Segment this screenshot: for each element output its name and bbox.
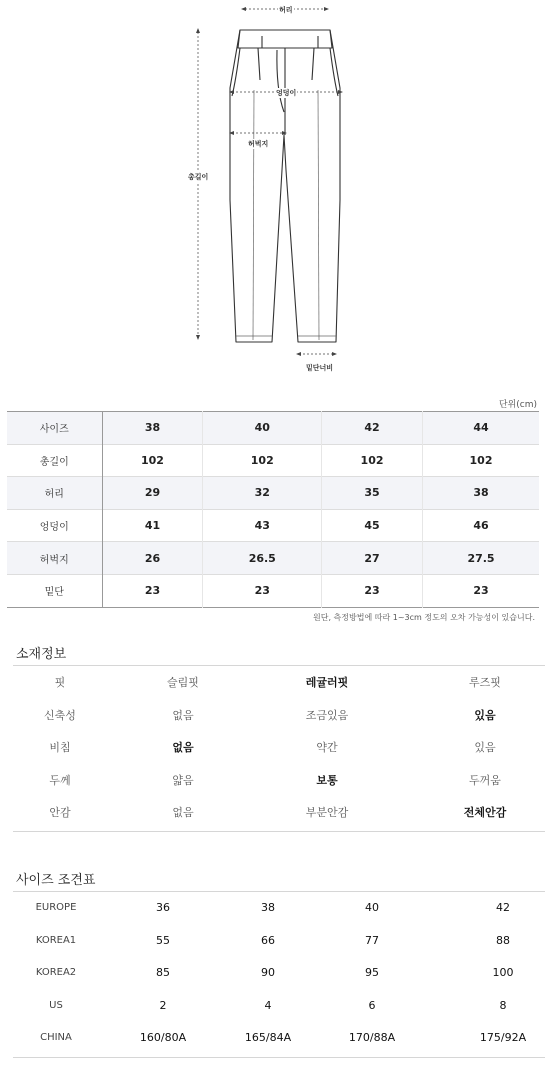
material-info-label: 핏 — [54, 676, 66, 689]
size-table-cell: 32 — [203, 477, 322, 510]
material-option: 없음 — [172, 806, 194, 819]
material-info-row — [0, 673, 545, 693]
size-chart-region-label: CHINA — [40, 1032, 72, 1043]
material-info-label: 신축성 — [44, 708, 76, 722]
size-table-cell: 26 — [102, 542, 203, 575]
hem-width-label: 밑단너비 — [306, 364, 334, 372]
waist-label: 허리 — [279, 6, 293, 14]
size-table-cell: 44 — [423, 412, 539, 445]
size-table-cell: 102 — [322, 444, 423, 477]
material-option: 약간 — [316, 741, 338, 754]
size-chart-cell: 4 — [264, 999, 272, 1012]
size-table-row-label: 허벅지 — [7, 542, 102, 575]
material-option-selected: 보통 — [316, 773, 338, 787]
material-info-label: 두께 — [49, 773, 71, 787]
size-table-body — [7, 412, 539, 608]
size-chart-cell: 38 — [261, 901, 275, 914]
material-info-label: 비침 — [49, 741, 71, 754]
material-info-row — [0, 803, 545, 823]
size-chart-cell: 2 — [159, 999, 167, 1012]
material-info-row — [0, 771, 545, 791]
material-option-selected: 레귤러핏 — [305, 676, 349, 689]
size-table-row-label: 밑단 — [7, 574, 102, 607]
unit-label: 단위(cm) — [498, 400, 537, 410]
size-chart-cell: 95 — [365, 966, 379, 979]
size-chart-cell: 8 — [499, 999, 507, 1012]
material-option-selected: 있음 — [474, 708, 496, 722]
material-info-row — [0, 738, 545, 758]
material-option: 부분안감 — [305, 806, 349, 819]
size-chart-region-label: EUROPE — [35, 902, 77, 913]
size-chart-cell: 88 — [496, 934, 510, 947]
size-table-cell: 42 — [322, 412, 423, 445]
size-table-row — [7, 542, 539, 575]
measurement-note: 원단, 측정방법에 따라 1~3cm 정도의 오차 가능성이 있습니다. — [313, 613, 535, 622]
size-table-cell: 40 — [203, 412, 322, 445]
material-option: 두꺼움 — [469, 773, 501, 787]
size-table-cell: 102 — [423, 444, 539, 477]
size-chart-cell: 40 — [365, 901, 379, 914]
size-chart-bottom-divider — [13, 1057, 545, 1058]
size-chart-cell: 42 — [496, 901, 510, 914]
size-chart-cell: 100 — [492, 966, 514, 979]
size-chart-cell: 90 — [261, 966, 275, 979]
total-length-label: 총길이 — [188, 173, 209, 181]
size-table-cell: 26.5 — [203, 542, 322, 575]
size-table-cell: 23 — [322, 574, 423, 607]
size-table-row-label: 총길이 — [7, 444, 102, 477]
size-chart-row — [0, 996, 545, 1016]
size-measurement-table — [7, 411, 539, 608]
hip-label: 엉덩이 — [276, 89, 297, 97]
size-table-row — [7, 509, 539, 542]
size-chart-cell: 170/88A — [348, 1031, 396, 1044]
material-info-bottom-divider — [13, 831, 545, 832]
size-chart-row — [0, 1028, 545, 1048]
size-table-cell: 27 — [322, 542, 423, 575]
size-table-cell: 23 — [102, 574, 203, 607]
size-table-row-label: 엉덩이 — [7, 509, 102, 542]
size-table-row — [7, 477, 539, 510]
size-table-cell: 38 — [102, 412, 203, 445]
size-chart-row — [0, 963, 545, 983]
material-option: 있음 — [474, 741, 496, 754]
material-option-selected: 전체안감 — [463, 806, 507, 819]
size-table-cell: 23 — [203, 574, 322, 607]
size-chart-cell: 175/92A — [479, 1031, 527, 1044]
size-table-cell: 46 — [423, 509, 539, 542]
material-option: 루즈핏 — [469, 676, 501, 689]
size-chart-region-label: KOREA2 — [35, 967, 77, 978]
size-chart-cell: 160/80A — [139, 1031, 187, 1044]
size-chart-region-label: KOREA1 — [35, 935, 77, 946]
material-option: 없음 — [172, 708, 194, 722]
size-table-row — [7, 412, 539, 445]
material-option: 얇음 — [172, 773, 194, 787]
size-table-cell: 23 — [423, 574, 539, 607]
pants-illustration — [0, 0, 545, 385]
material-option: 조금있음 — [305, 708, 349, 722]
size-table-cell: 41 — [102, 509, 203, 542]
size-chart-row — [0, 931, 545, 951]
size-table-cell: 27.5 — [423, 542, 539, 575]
size-chart-row — [0, 898, 545, 918]
size-chart-cell: 6 — [368, 999, 376, 1012]
size-table-row-label: 허리 — [7, 477, 102, 510]
material-info-top-divider — [13, 665, 545, 666]
material-option: 슬림핏 — [167, 676, 199, 689]
size-table-row — [7, 574, 539, 607]
thigh-label: 허벅지 — [248, 140, 269, 148]
size-chart-top-divider — [13, 891, 545, 892]
material-info-label: 안감 — [49, 806, 71, 819]
size-table-row-label: 사이즈 — [7, 412, 102, 445]
size-chart-cell: 77 — [365, 934, 379, 947]
size-chart-cell: 85 — [156, 966, 170, 979]
size-chart-cell: 165/84A — [244, 1031, 292, 1044]
size-chart-cell: 66 — [261, 934, 275, 947]
size-table-cell: 35 — [322, 477, 423, 510]
pants-measurement-diagram — [0, 0, 545, 385]
size-chart-region-label: US — [49, 1000, 63, 1011]
material-info-title: 소재정보 — [16, 647, 67, 662]
size-chart-cell: 36 — [156, 901, 170, 914]
size-chart-cell: 55 — [156, 934, 170, 947]
material-option-selected: 없음 — [172, 741, 194, 754]
size-table-cell: 29 — [102, 477, 203, 510]
size-table-cell: 45 — [322, 509, 423, 542]
size-table-cell: 102 — [203, 444, 322, 477]
size-table-cell: 38 — [423, 477, 539, 510]
size-table-cell: 102 — [102, 444, 203, 477]
size-table-cell: 43 — [203, 509, 322, 542]
size-table-row — [7, 444, 539, 477]
size-chart-title: 사이즈 조견표 — [16, 873, 96, 888]
material-info-row — [0, 706, 545, 726]
